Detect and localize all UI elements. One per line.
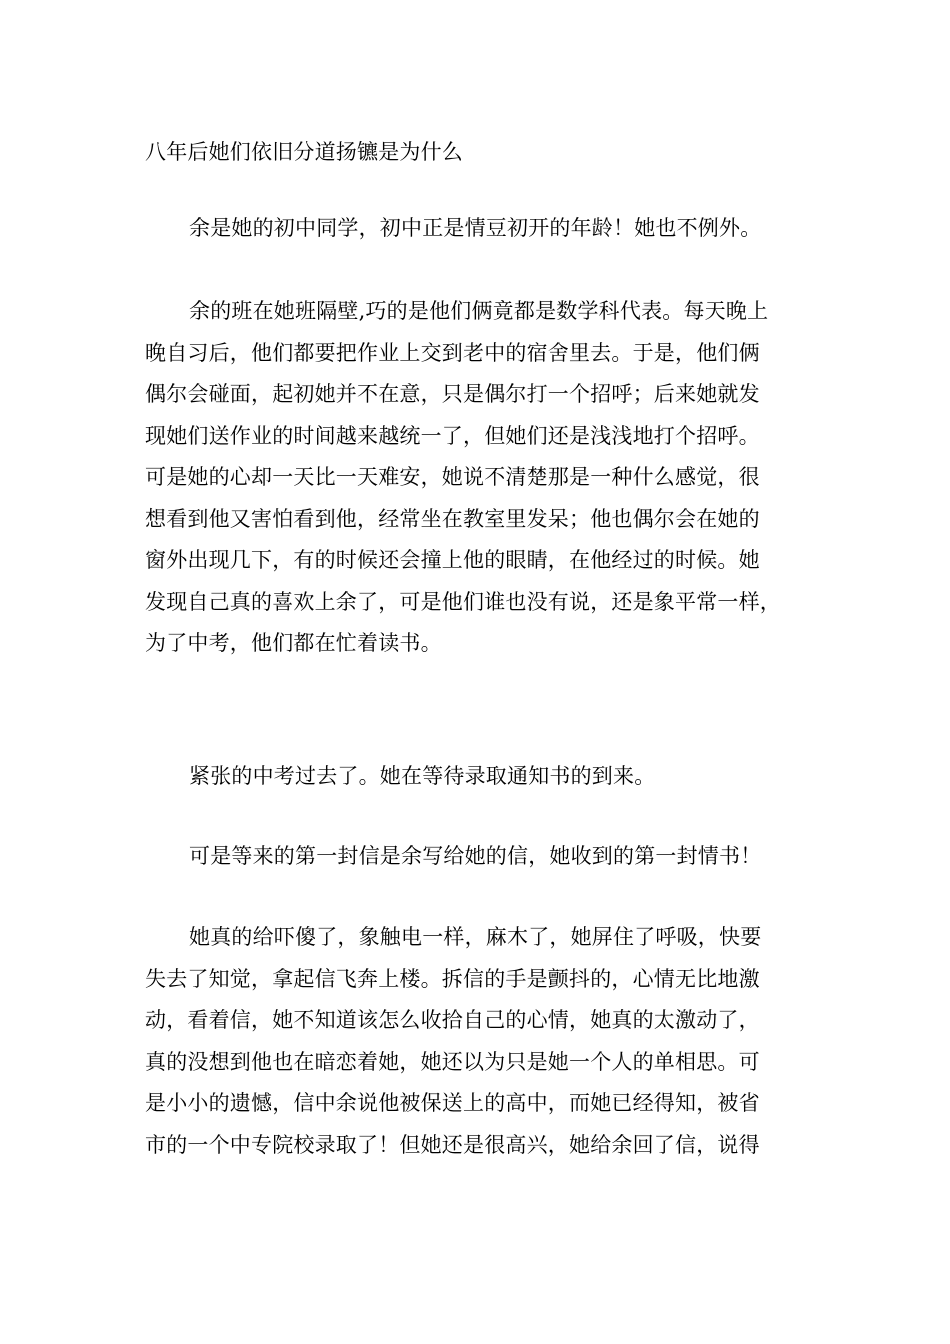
paragraph-3 [145,756,825,798]
paragraph-line: 现她们送作业的时间越来越统一了，但她们还是浅浅地打个招呼。 [145,423,760,448]
paragraph-5 [145,917,825,1166]
document-title: 八年后她们依旧分道扬镳是为什么 [145,140,463,164]
paragraph-1 [145,208,825,250]
paragraph-4 [145,836,825,878]
paragraph-line: 余的班在她班隔壁,巧的是他们俩竟都是数学科代表。每天晚上 [189,299,769,323]
paragraph-2 [145,291,825,665]
paragraph-line: 紧张的中考过去了。她在等待录取通知书的到来。 [189,764,656,788]
paragraph-line: 动，看着信，她不知道该怎么收拾自己的心情，她真的太激动了， [145,1008,760,1032]
paragraph-line: 晚自习后，他们都要把作业上交到老中的宿舍里去。于是，他们俩 [145,340,760,365]
paragraph-line: 市的一个中专院校录取了！但她还是很高兴，她给余回了信，说得 [145,1132,760,1157]
paragraph-line: 可是等来的第一封信是余写给她的信，她收到的第一封情书！ [189,844,762,868]
paragraph-line: 想看到他又害怕看到他，经常坐在教室里发呆；他也偶尔会在她的 [145,506,760,531]
paragraph-line: 偶尔会碰面，起初她并不在意，只是偶尔打一个招呼；后来她就发 [145,382,760,406]
paragraph-line: 为了中考，他们都在忙着读书。 [145,631,442,655]
paragraph-line: 真的没想到他也在暗恋着她，她还以为只是她一个人的单相思。可 [145,1049,760,1074]
paragraph-line: 可是她的心却一天比一天难安，她说不清楚那是一种什么感觉，很 [145,465,760,489]
paragraph-line: 她真的给吓傻了，象触电一样，麻木了，她屏住了呼吸，快要 [189,925,762,949]
paragraph-line: 余是她的初中同学，初中正是情豆初开的年龄！她也不例外。 [189,216,762,240]
paragraph-line: 失去了知觉，拿起信飞奔上楼。拆信的手是颤抖的，心情无比地激 [145,966,760,991]
paragraph-line: 发现自己真的喜欢上余了，可是他们谁也没有说，还是象平常一样， [145,589,781,614]
paragraph-line: 是小小的遗憾，信中余说他被保送上的高中，而她已经得知，被省 [145,1091,760,1115]
paragraph-line: 窗外出现几下，有的时候还会撞上他的眼睛，在他经过的时候。她 [145,548,760,572]
